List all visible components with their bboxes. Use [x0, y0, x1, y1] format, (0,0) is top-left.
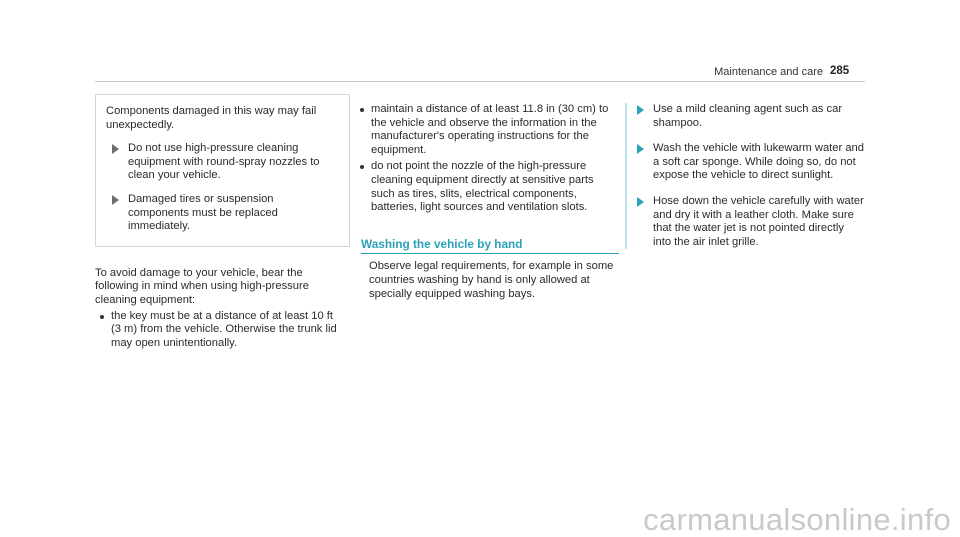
page-number: 285 — [830, 65, 850, 77]
list-item — [95, 310, 345, 351]
note-step — [106, 142, 337, 183]
column-middle — [355, 103, 623, 301]
list-item-text: do not point the nozzle of the high-pressure cleaning equipment directly at sensitive parts such as tires, slits, electrical components, batteries, light sources and ventilation slots. — [371, 160, 594, 214]
avoid-list — [95, 310, 345, 351]
washing-step-text: Use a mild cleaning agent such as car shampoo. — [653, 103, 843, 129]
column-right — [625, 103, 865, 249]
list-item-text: maintain a distance of at least 11.8 in (30 cm) to the vehicle and observe the information in the manufacturer's operating instructions for the equipment. — [371, 103, 609, 156]
section-heading: Washing the vehicle by hand — [361, 238, 619, 255]
step-arrow-icon — [637, 144, 644, 154]
washing-step — [633, 103, 865, 130]
list-item — [355, 160, 617, 214]
bullet-icon — [360, 108, 364, 112]
washing-step — [633, 195, 865, 249]
note-step-text: Do not use high-pressure cleaning equipment with round-spray nozzles to clean your vehicle. — [128, 142, 320, 182]
step-arrow-icon — [112, 144, 119, 154]
list-item-text: the key must be at a distance of at least 10 ft (3 m) from the vehicle. Otherwise the trunk lid may open unintentionally. — [111, 309, 337, 349]
note-intro: Components damaged in this way may fail unexpectedly. — [106, 105, 317, 131]
note-step — [106, 193, 337, 234]
washing-step-text: Wash the vehicle with lukewarm water and a soft car sponge. While doing so, do not expose the vehicle to direct sunlight. — [653, 142, 864, 182]
list-item — [355, 103, 617, 157]
bullet-icon — [360, 165, 364, 169]
header-rule — [95, 81, 865, 82]
note-step-text: Damaged tires or suspension components must be replaced immediately. — [128, 192, 278, 233]
washing-step-text: Hose down the vehicle carefully with water and dry it with a leather cloth. Make sure that the water jet is not pointed directly into the air inlet grille. — [653, 194, 864, 248]
washing-intro: Observe legal requirements, for example in some countries washing by hand is only allowed at specially equipped washing bays. — [369, 260, 614, 300]
washing-steps — [625, 103, 865, 249]
step-arrow-icon — [637, 105, 644, 115]
watermark: carmanualsonline.info — [643, 502, 951, 537]
step-arrow-icon — [112, 195, 119, 205]
note-box — [95, 94, 350, 247]
avoid-list-continued — [355, 103, 617, 215]
bullet-icon — [100, 315, 104, 319]
running-header: Maintenance and care — [714, 66, 823, 78]
avoid-intro: To avoid damage to your vehicle, bear the following in mind when using high-pressure cleaning equipment: — [95, 266, 309, 306]
washing-step — [633, 142, 865, 183]
column-left — [95, 94, 350, 353]
step-arrow-icon — [637, 197, 644, 207]
